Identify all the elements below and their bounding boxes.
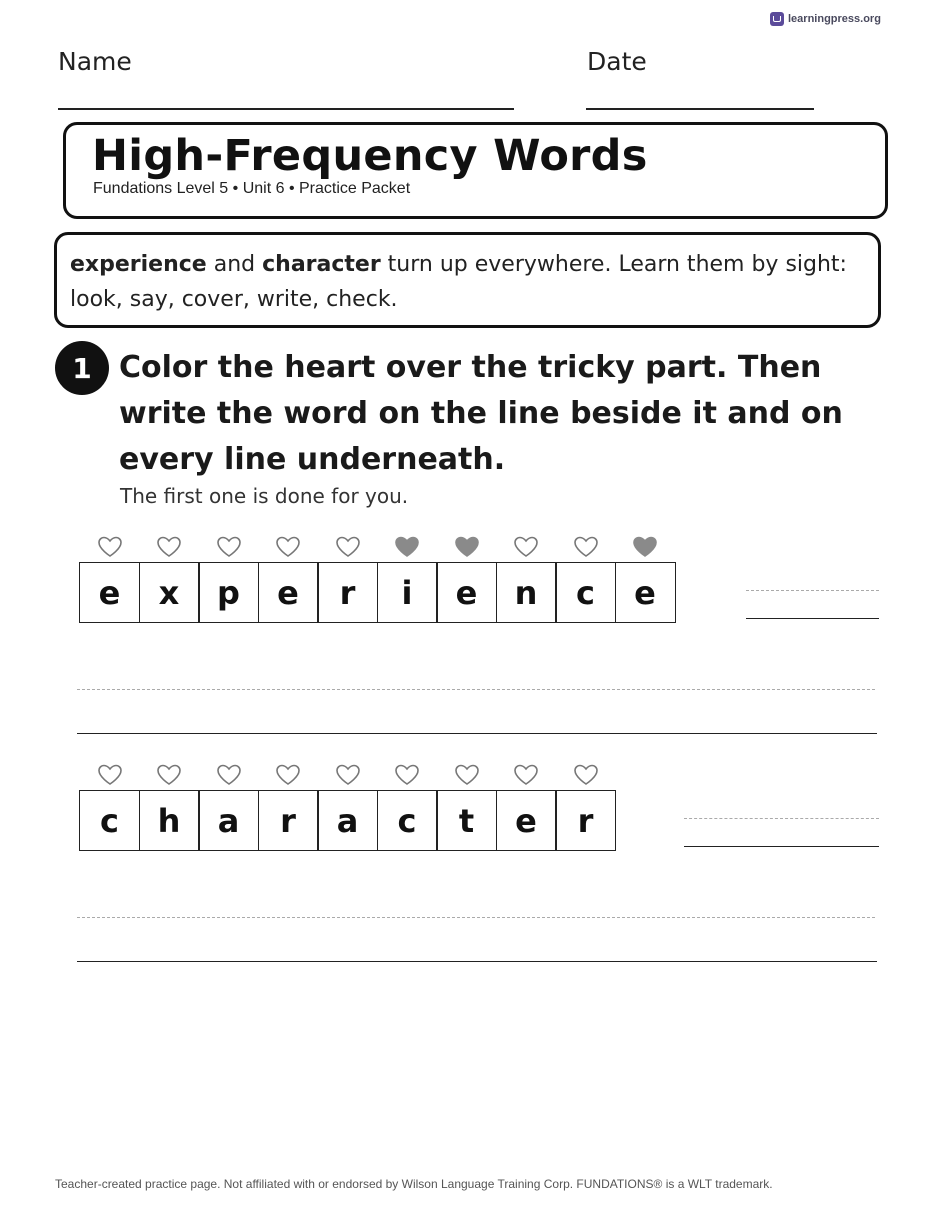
letter-tile: r	[555, 790, 616, 851]
brand-logo[interactable]	[770, 12, 881, 26]
heart-filled-icon[interactable]	[615, 535, 676, 559]
letter-tile: c	[79, 790, 140, 851]
heart-outline-icon[interactable]	[198, 535, 259, 559]
letter-tile: p	[198, 562, 259, 623]
step-instruction: Color the heart over the tricky part. Then write the word on the line beside it and on every line underneath.	[119, 350, 843, 477]
letter-tile: x	[139, 562, 200, 623]
letter-tile: c	[377, 790, 438, 851]
heart-outline-icon[interactable]	[555, 763, 616, 787]
heart-outline-icon[interactable]	[139, 763, 200, 787]
letter-tile: h	[139, 790, 200, 851]
book-icon	[770, 12, 784, 26]
heart-filled-icon[interactable]	[436, 535, 497, 559]
heart-row	[79, 535, 676, 559]
word-block-2	[79, 763, 616, 851]
letter-tile: e	[496, 790, 557, 851]
letter-tile: r	[317, 562, 378, 623]
heart-outline-icon[interactable]	[139, 535, 200, 559]
heart-outline-icon[interactable]	[79, 763, 140, 787]
intro-rest: turn up everywhere. Learn them by sight: look, say, cover, write, check.	[70, 252, 847, 312]
intro-connector: and	[206, 252, 263, 277]
heart-outline-icon[interactable]	[317, 535, 378, 559]
letter-tile: i	[377, 562, 438, 623]
beside-dashed-line	[684, 818, 879, 819]
page-title: High-Frequency Words	[92, 131, 648, 181]
letter-tile: e	[615, 562, 676, 623]
brand-text: learningpress.org	[788, 13, 881, 25]
name-label: Name	[58, 47, 132, 76]
practice-write-line[interactable]	[77, 961, 877, 962]
date-label: Date	[587, 47, 647, 76]
practice-write-line[interactable]	[77, 733, 877, 734]
beside-write-line[interactable]	[746, 618, 879, 619]
practice-dashed-line	[77, 689, 875, 690]
letter-tiles	[79, 562, 676, 623]
heart-outline-icon[interactable]	[377, 763, 438, 787]
footer-disclaimer: Teacher-created practice page. Not affiliated with or endorsed by Wilson Language Training Corp. FUNDATIONS® is a WLT trademark.	[55, 1177, 773, 1191]
heart-outline-icon[interactable]	[258, 535, 319, 559]
heart-outline-icon[interactable]	[317, 763, 378, 787]
heart-outline-icon[interactable]	[496, 535, 557, 559]
step-number: 1	[55, 341, 109, 395]
intro-word-2: character	[262, 252, 381, 277]
letter-tile: c	[555, 562, 616, 623]
beside-dashed-line	[746, 590, 879, 591]
heart-filled-icon[interactable]	[377, 535, 438, 559]
letter-tiles	[79, 790, 616, 851]
heart-outline-icon[interactable]	[79, 535, 140, 559]
practice-dashed-line	[77, 917, 875, 918]
heart-outline-icon[interactable]	[198, 763, 259, 787]
intro-box	[54, 232, 881, 328]
heart-row	[79, 763, 616, 787]
step-note: The first one is done for you.	[120, 484, 409, 508]
letter-tile: t	[436, 790, 497, 851]
name-line[interactable]	[58, 108, 514, 110]
intro-word-1: experience	[70, 252, 207, 277]
word-block-1	[79, 535, 676, 623]
letter-tile: a	[317, 790, 378, 851]
letter-tile: r	[258, 790, 319, 851]
letter-tile: e	[436, 562, 497, 623]
heart-outline-icon[interactable]	[436, 763, 497, 787]
date-line[interactable]	[586, 108, 814, 110]
page-subtitle: Fundations Level 5 • Unit 6 • Practice Packet	[93, 180, 411, 197]
heart-outline-icon[interactable]	[258, 763, 319, 787]
letter-tile: n	[496, 562, 557, 623]
letter-tile: e	[258, 562, 319, 623]
letter-tile: e	[79, 562, 140, 623]
beside-write-line[interactable]	[684, 846, 879, 847]
heart-outline-icon[interactable]	[496, 763, 557, 787]
letter-tile: a	[198, 790, 259, 851]
heart-outline-icon[interactable]	[555, 535, 616, 559]
